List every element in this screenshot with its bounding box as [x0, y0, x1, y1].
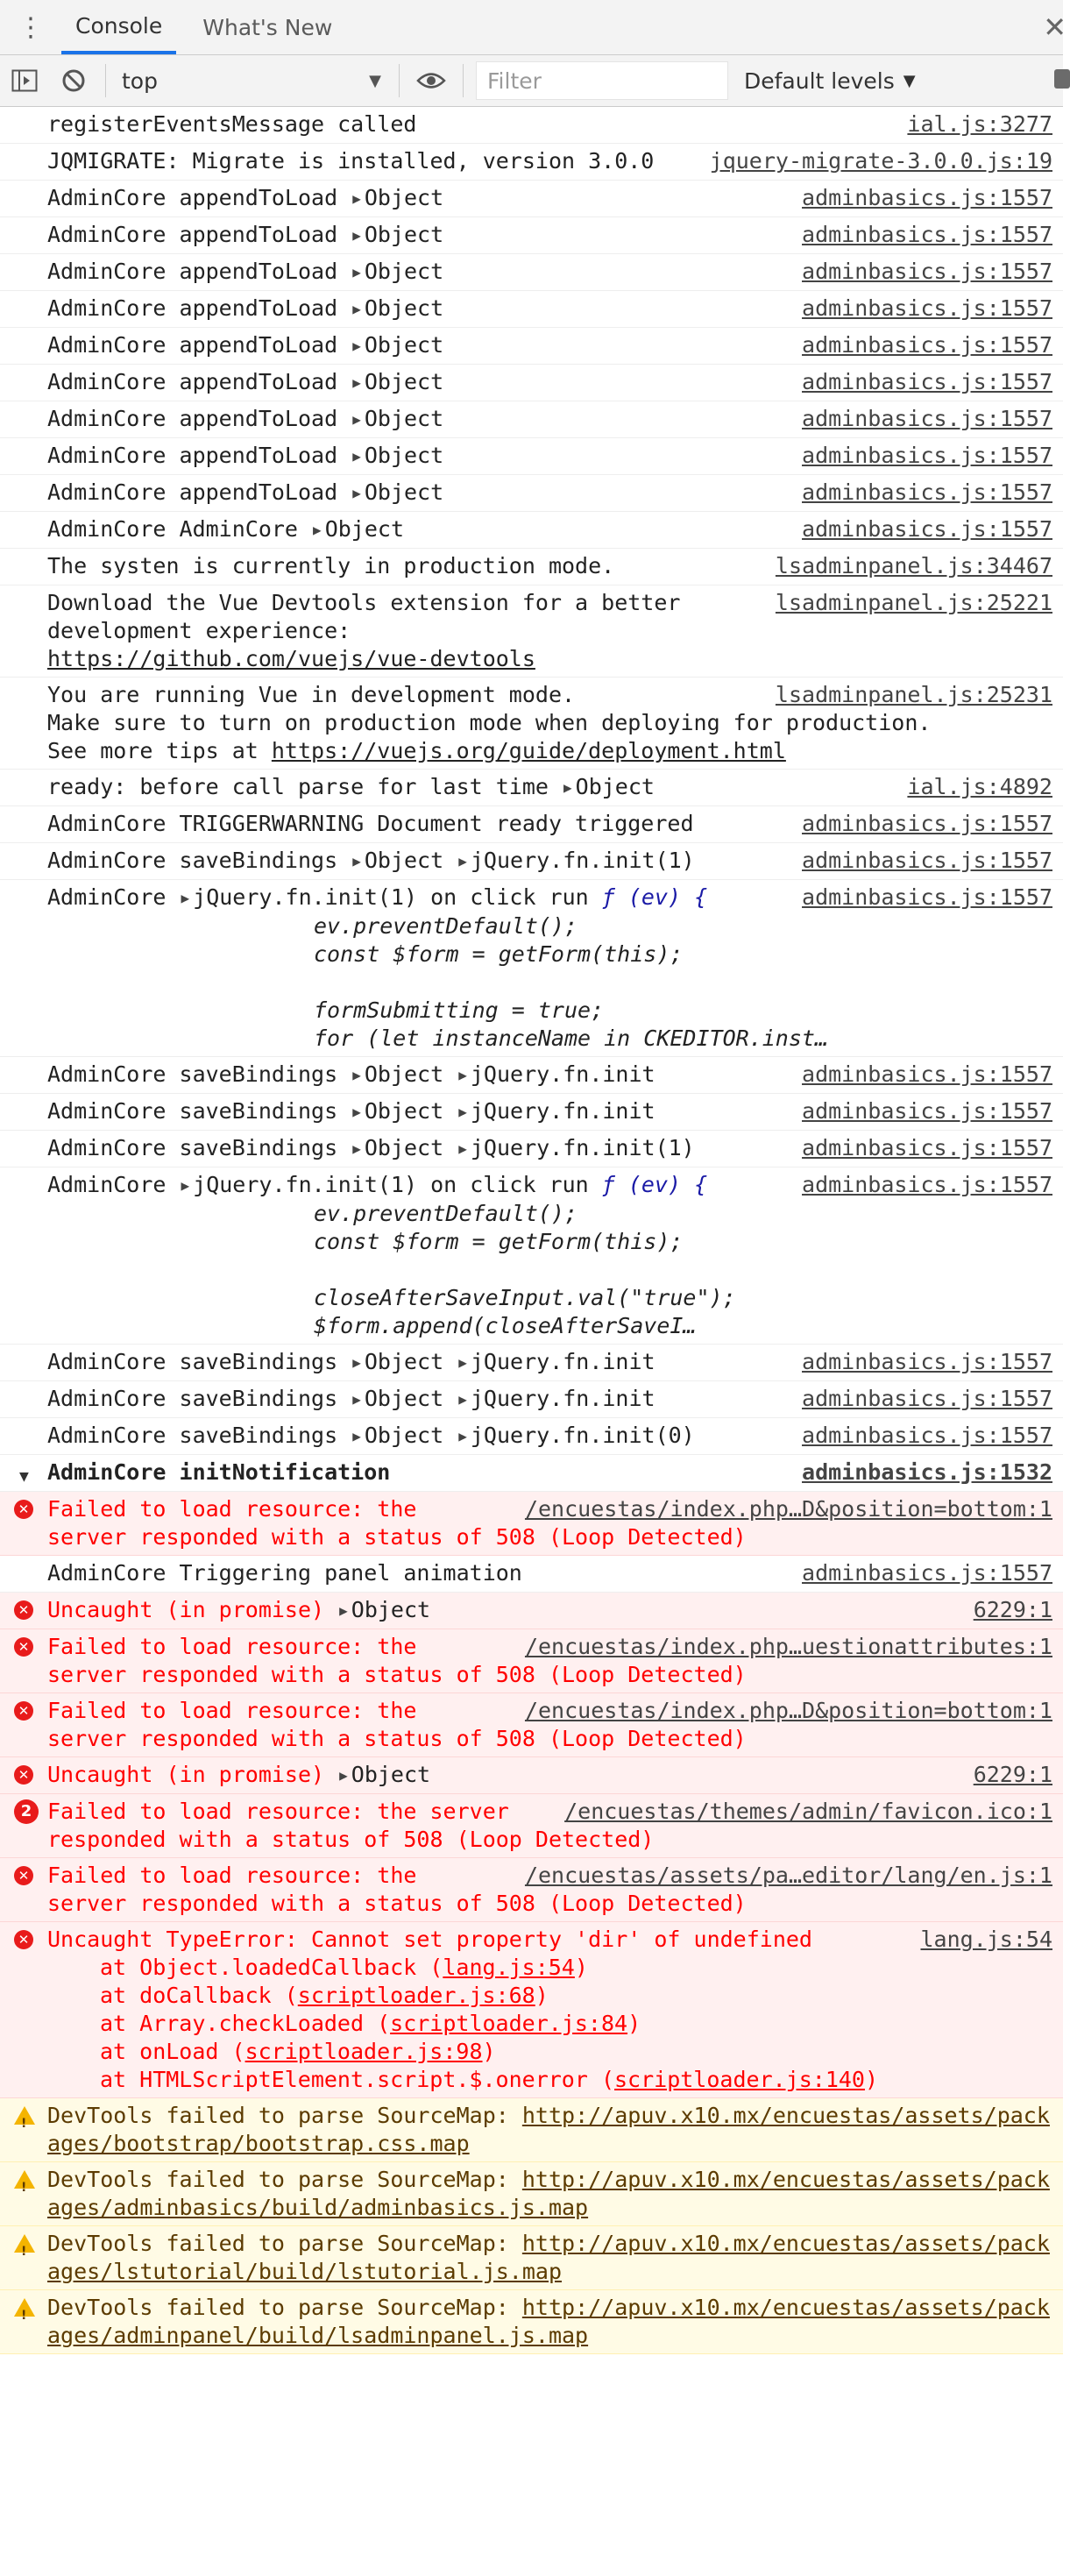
expandable-object[interactable] — [351, 1135, 443, 1160]
log-text: Failed to load resource: the server responded with a status of 508 (Loop Detected) — [47, 1634, 747, 1687]
log-row — [0, 217, 1063, 254]
error-icon: ✕ — [14, 1637, 33, 1657]
object-label: Object — [324, 516, 404, 542]
expand-arrow-icon[interactable]: ▶ — [458, 1103, 467, 1120]
source-link[interactable]: lsadminpanel.js:25231 — [775, 682, 1052, 707]
expandable-object[interactable] — [457, 1423, 695, 1448]
log-text: DevTools failed to parse SourceMap: — [47, 2295, 522, 2320]
log-row — [0, 2226, 1063, 2290]
log-row — [0, 1492, 1063, 1556]
log-row — [0, 770, 1063, 806]
log-group-header[interactable] — [0, 1455, 1063, 1492]
object-label: Object — [364, 1386, 444, 1411]
expand-arrow-icon[interactable]: ▶ — [458, 1391, 467, 1408]
source-link[interactable]: adminbasics.js:1557 — [802, 185, 1052, 210]
stack-link[interactable]: scriptloader.js:140 — [614, 2067, 865, 2092]
source-link[interactable]: adminbasics.js:1557 — [802, 259, 1052, 284]
log-row — [0, 1556, 1063, 1593]
divider — [105, 64, 106, 97]
object-label: Object — [351, 1762, 431, 1787]
function-signature: ƒ (ev) { — [601, 1172, 708, 1197]
log-row — [0, 1131, 1063, 1167]
log-text: AdminCore appendToLoad — [47, 406, 338, 431]
source-link[interactable]: adminbasics.js:1557 — [802, 811, 1052, 836]
log-message — [47, 443, 443, 468]
log-text: AdminCore appendToLoad — [47, 332, 338, 358]
object-label: Object — [575, 774, 655, 799]
log-text: AdminCore saveBindings — [47, 1349, 338, 1374]
expandable-object[interactable] — [351, 222, 443, 247]
log-message — [47, 516, 404, 542]
log-row — [0, 144, 1063, 181]
log-text: AdminCore — [47, 884, 180, 910]
log-message — [47, 2295, 1050, 2348]
message-link[interactable]: http://apuv.x10.mx/encuestas/assets/packages/bootstrap/bootstrap.css.map — [47, 2103, 1050, 2156]
log-message — [47, 590, 680, 671]
log-row — [0, 512, 1063, 549]
devtools-tabbar — [0, 0, 1066, 55]
source-link[interactable]: adminbasics.js:1532 — [802, 1459, 1052, 1485]
object-label: jQuery.fn.init — [470, 1386, 655, 1411]
log-text: Uncaught (in promise) — [47, 1762, 325, 1787]
expand-arrow-icon[interactable]: ▶ — [181, 1177, 190, 1194]
log-row — [0, 1922, 1063, 2098]
source-link[interactable]: /encuestas/index.php…D&position=bottom:1 — [524, 1496, 1052, 1522]
error-icon: ✕ — [14, 1701, 33, 1721]
log-text: Failed to load resource: the server responded with a status of 508 (Loop Detected) — [47, 1698, 747, 1751]
log-levels-label: Default levels — [744, 67, 895, 94]
object-label: jQuery.fn.init(1) — [470, 848, 695, 873]
tab-console[interactable]: Console — [61, 0, 176, 54]
expandable-object[interactable] — [457, 1349, 655, 1374]
log-row — [0, 1794, 1063, 1858]
log-message — [47, 259, 443, 284]
stack-frame — [47, 2038, 1052, 2066]
stack-text: at onLoad ( — [100, 2039, 245, 2064]
message-link[interactable]: http://apuv.x10.mx/encuestas/assets/packages/lstutorial/build/lstutorial.js.map — [47, 2231, 1050, 2284]
expandable-object[interactable] — [457, 1135, 695, 1160]
warning-mark: ! — [21, 2117, 27, 2131]
source-link[interactable]: /encuestas/assets/pa…editor/lang/en.js:1 — [524, 1863, 1052, 1888]
log-text: registerEventsMessage called — [47, 111, 417, 137]
log-text: Failed to load resource: the server responded with a status of 508 (Loop Detected) — [47, 1799, 655, 1852]
divider — [463, 64, 464, 97]
log-message — [47, 1927, 1052, 2094]
log-text: Uncaught TypeError: Cannot set property 'dir' of undefined — [47, 1927, 812, 1952]
stack-text: at Array.checkLoaded ( — [100, 2011, 391, 2036]
log-text: AdminCore appendToLoad — [47, 369, 338, 394]
source-link[interactable]: lsadminpanel.js:34467 — [775, 553, 1052, 578]
repeat-count-badge: 2 — [14, 1799, 39, 1824]
log-row — [0, 107, 1063, 144]
source-link[interactable]: adminbasics.js:1557 — [802, 1172, 1052, 1197]
object-label: Object — [364, 295, 444, 321]
expand-arrow-icon[interactable]: ▶ — [352, 1428, 361, 1444]
log-row — [0, 1858, 1063, 1922]
log-row — [0, 549, 1063, 585]
object-label: jQuery.fn.init — [470, 1061, 655, 1087]
object-label: jQuery.fn.init — [470, 1349, 655, 1374]
log-text: The systen is currently in production mode. — [47, 553, 615, 578]
log-row — [0, 1057, 1063, 1094]
stack-link[interactable]: scriptloader.js:68 — [297, 1983, 535, 2008]
log-row — [0, 1418, 1063, 1455]
source-link[interactable]: ial.js:3277 — [907, 111, 1052, 137]
object-label: jQuery.fn.init(0) — [470, 1423, 695, 1448]
expandable-object[interactable] — [457, 848, 695, 873]
source-link[interactable]: adminbasics.js:1557 — [802, 479, 1052, 505]
tab-whats-new[interactable]: What's New — [202, 14, 333, 40]
log-message — [47, 1762, 430, 1787]
source-link[interactable]: adminbasics.js:1557 — [802, 1135, 1052, 1160]
object-label: Object — [364, 443, 444, 468]
log-message — [47, 848, 695, 873]
expand-arrow-icon[interactable]: ▶ — [339, 1767, 348, 1784]
stack-text: ) — [864, 2067, 879, 2092]
eye-icon[interactable] — [407, 55, 456, 106]
expand-arrow-icon[interactable]: ▶ — [352, 374, 361, 391]
expand-arrow-icon[interactable]: ▶ — [339, 1602, 348, 1619]
expand-arrow-icon[interactable]: ▶ — [352, 1067, 361, 1083]
error-icon: ✕ — [14, 1765, 33, 1785]
object-label: Object — [364, 222, 444, 247]
expand-arrow-icon[interactable]: ▶ — [352, 337, 361, 354]
log-text: AdminCore — [47, 1172, 180, 1197]
chevron-down-icon: ▼ — [903, 71, 916, 90]
object-label: Object — [364, 185, 444, 210]
source-link[interactable]: adminbasics.js:1557 — [802, 516, 1052, 542]
log-row — [0, 843, 1063, 880]
log-text: You are running Vue in development mode. Make sure to turn on production mode when deploying for production. See more tips at — [47, 682, 932, 763]
stack-frame — [47, 2066, 1052, 2094]
expand-arrow-icon[interactable]: ▶ — [181, 890, 190, 906]
log-text: AdminCore appendToLoad — [47, 259, 338, 284]
log-row — [0, 2098, 1063, 2162]
expand-arrow-icon[interactable]: ▶ — [563, 779, 572, 796]
expandable-object[interactable] — [351, 479, 443, 505]
expandable-object[interactable] — [337, 1597, 430, 1622]
log-message — [47, 332, 443, 358]
expand-arrow-icon[interactable]: ▶ — [458, 853, 467, 869]
log-message — [47, 222, 443, 247]
stack-text: at HTMLScriptElement.script.$.onerror ( — [100, 2067, 614, 2092]
log-text: Failed to load resource: the server responded with a status of 508 (Loop Detected) — [47, 1863, 747, 1916]
function-body: ev.preventDefault(); const $form = getForm(this); closeAfterSaveInput.val("true"); $form.append(closeAfterSaveI… — [314, 1201, 736, 1338]
expand-arrow-icon[interactable]: ▶ — [352, 227, 361, 244]
expandable-object[interactable] — [337, 1762, 430, 1787]
warning-mark: ! — [21, 2245, 27, 2259]
log-message — [47, 1597, 430, 1622]
log-text: AdminCore saveBindings — [47, 1061, 338, 1087]
source-link[interactable]: /encuestas/index.php…uestionattributes:1 — [524, 1634, 1052, 1659]
object-label: Object — [364, 848, 444, 873]
stack-frame — [47, 1982, 1052, 2010]
stack-link[interactable]: scriptloader.js:84 — [390, 2011, 628, 2036]
message-link[interactable]: http://apuv.x10.mx/encuestas/assets/packages/adminpanel/build/lsadminpanel.js.map — [47, 2295, 1050, 2348]
clear-console-icon[interactable] — [49, 55, 98, 106]
stack-text: ) — [535, 1983, 549, 2008]
source-link[interactable]: adminbasics.js:1557 — [802, 1386, 1052, 1411]
log-row — [0, 806, 1063, 843]
log-message — [47, 148, 654, 174]
object-label: Object — [364, 259, 444, 284]
object-label: Object — [364, 479, 444, 505]
expand-arrow-icon[interactable]: ▶ — [352, 411, 361, 428]
source-link[interactable]: adminbasics.js:1557 — [802, 369, 1052, 394]
object-label: Object — [364, 1098, 444, 1124]
log-row — [0, 678, 1063, 770]
object-label: Object — [364, 369, 444, 394]
message-link[interactable]: https://github.com/vuejs/vue-devtools — [47, 646, 535, 671]
expandable-object[interactable] — [351, 1423, 443, 1448]
expand-arrow-icon[interactable]: ▶ — [352, 1140, 361, 1157]
warning-mark: ! — [21, 2309, 27, 2323]
log-message — [47, 479, 443, 505]
object-label: Object — [364, 406, 444, 431]
expandable-object[interactable] — [351, 1098, 443, 1124]
error-icon: ✕ — [14, 1930, 33, 1949]
expand-arrow-icon[interactable]: ▶ — [458, 1354, 467, 1371]
log-text: JQMIGRATE: Migrate is installed, version 3.0.0 — [47, 148, 655, 174]
stack-frame — [47, 2010, 1052, 2038]
context-value: top — [122, 67, 158, 94]
stack-text: at Object.loadedCallback ( — [100, 1955, 443, 1980]
expandable-object[interactable] — [351, 369, 443, 394]
log-row — [0, 880, 1063, 1057]
log-message — [47, 553, 614, 578]
expand-arrow-icon[interactable]: ▶ — [352, 853, 361, 869]
source-link[interactable]: 6229:1 — [973, 1762, 1052, 1787]
log-row — [0, 1757, 1063, 1794]
expandable-object[interactable] — [351, 848, 443, 873]
log-row — [0, 438, 1063, 475]
log-message — [47, 811, 694, 836]
log-row — [0, 2162, 1063, 2226]
expand-arrow-icon[interactable]: ▶ — [352, 1354, 361, 1371]
expandable-object[interactable] — [351, 259, 443, 284]
function-body: ev.preventDefault(); const $form = getForm(this); formSubmitting = true; for (let instanceName in CKEDITOR.inst… — [314, 913, 828, 1051]
log-message — [47, 295, 443, 321]
collapse-arrow-icon[interactable]: ▼ — [19, 1467, 29, 1486]
error-icon: ✕ — [14, 1600, 33, 1620]
source-link[interactable]: ial.js:4892 — [907, 774, 1052, 799]
console-toolbar — [0, 55, 1063, 107]
log-row — [0, 1381, 1063, 1418]
error-icon: ✕ — [14, 1500, 33, 1519]
log-message — [47, 1799, 654, 1852]
source-link[interactable]: adminbasics.js:1557 — [802, 295, 1052, 321]
log-text: AdminCore saveBindings — [47, 1423, 338, 1448]
log-text: AdminCore Triggering panel animation — [47, 1560, 522, 1586]
log-row — [0, 475, 1063, 512]
expand-arrow-icon[interactable]: ▶ — [352, 1391, 361, 1408]
log-text: AdminCore appendToLoad — [47, 479, 338, 505]
function-signature: ƒ (ev) { — [601, 884, 708, 910]
divider — [399, 64, 400, 97]
log-text: AdminCore TRIGGERWARNING Document ready triggered — [47, 811, 694, 836]
settings-gear-icon[interactable] — [1054, 69, 1070, 89]
log-message — [47, 1560, 522, 1586]
object-label: jQuery.fn.init(1) — [470, 1135, 695, 1160]
object-label: jQuery.fn.init(1) on click run — [193, 1172, 602, 1197]
stack-link[interactable]: scriptloader.js:98 — [244, 2039, 483, 2064]
expandable-object[interactable] — [457, 1098, 655, 1124]
log-text: DevTools failed to parse SourceMap: — [47, 2231, 522, 2256]
log-row — [0, 254, 1063, 291]
expandable-object[interactable] — [351, 443, 443, 468]
source-link[interactable]: adminbasics.js:1557 — [802, 1098, 1052, 1124]
log-row — [0, 1693, 1063, 1757]
source-link[interactable]: adminbasics.js:1557 — [802, 1560, 1052, 1586]
log-text: DevTools failed to parse SourceMap: — [47, 2167, 522, 2192]
log-text: AdminCore saveBindings — [47, 1135, 338, 1160]
stack-frame — [47, 1954, 1052, 1982]
expandable-object[interactable] — [457, 1386, 655, 1411]
expand-arrow-icon[interactable]: ▶ — [352, 301, 361, 317]
log-text: ready: before call parse for last time — [47, 774, 549, 799]
expand-arrow-icon[interactable]: ▶ — [352, 448, 361, 465]
log-row — [0, 401, 1063, 438]
expandable-object[interactable] — [562, 774, 655, 799]
log-message — [47, 369, 443, 394]
stack-text: ) — [627, 2011, 641, 2036]
log-message — [47, 1061, 655, 1087]
log-text: AdminCore appendToLoad — [47, 443, 338, 468]
chevron-down-icon: ▼ — [369, 71, 381, 90]
expand-arrow-icon[interactable]: ▶ — [313, 522, 322, 538]
expand-arrow-icon[interactable]: ▶ — [458, 1067, 467, 1083]
more-options-icon[interactable]: ⋮ — [18, 11, 44, 43]
log-message — [47, 1135, 695, 1160]
log-message — [47, 1386, 655, 1411]
log-text: DevTools failed to parse SourceMap: — [47, 2103, 522, 2128]
log-text: AdminCore appendToLoad — [47, 295, 338, 321]
close-icon[interactable]: ✕ — [1043, 11, 1066, 44]
source-link[interactable]: adminbasics.js:1557 — [802, 848, 1052, 873]
warning-mark: ! — [21, 2181, 27, 2195]
log-row — [0, 1629, 1063, 1693]
source-link[interactable]: adminbasics.js:1557 — [802, 1423, 1052, 1448]
source-link[interactable]: adminbasics.js:1557 — [802, 406, 1052, 431]
expand-arrow-icon[interactable]: ▶ — [458, 1140, 467, 1157]
log-message — [47, 2103, 1050, 2156]
log-row — [0, 1167, 1063, 1345]
source-link[interactable]: adminbasics.js:1557 — [802, 222, 1052, 247]
expand-arrow-icon[interactable]: ▶ — [352, 1103, 361, 1120]
log-message: AdminCore initNotification — [47, 1459, 391, 1485]
log-levels-dropdown[interactable] — [744, 68, 916, 94]
log-message — [47, 2231, 1050, 2284]
object-label: Object — [364, 1349, 444, 1374]
expand-arrow-icon[interactable]: ▶ — [352, 264, 361, 280]
log-message — [47, 1098, 655, 1124]
expand-arrow-icon[interactable]: ▶ — [458, 1428, 467, 1444]
stack-text: ) — [574, 1955, 588, 1980]
expand-arrow-icon[interactable]: ▶ — [352, 485, 361, 501]
source-link[interactable]: adminbasics.js:1557 — [802, 443, 1052, 468]
source-link[interactable]: adminbasics.js:1557 — [802, 332, 1052, 358]
log-row — [0, 328, 1063, 365]
log-text: AdminCore AdminCore — [47, 516, 298, 542]
log-row — [0, 1094, 1063, 1131]
log-row — [0, 1593, 1063, 1629]
context-select[interactable] — [113, 68, 392, 94]
log-row — [0, 291, 1063, 328]
message-link[interactable]: https://vuejs.org/guide/deployment.html — [271, 738, 786, 763]
expandable-object[interactable] — [351, 295, 443, 321]
sidebar-toggle-icon[interactable] — [0, 55, 49, 106]
expandable-object[interactable] — [351, 332, 443, 358]
expandable-object[interactable] — [311, 516, 404, 542]
log-message — [47, 111, 416, 137]
log-message — [47, 774, 655, 799]
object-label: Object — [364, 1423, 444, 1448]
log-message — [47, 406, 443, 431]
source-link[interactable]: adminbasics.js:1557 — [802, 1349, 1052, 1374]
log-text: AdminCore appendToLoad — [47, 222, 338, 247]
expandable-object[interactable] — [351, 406, 443, 431]
source-link[interactable]: adminbasics.js:1557 — [802, 1061, 1052, 1087]
log-text: Failed to load resource: the server responded with a status of 508 (Loop Detected) — [47, 1496, 747, 1550]
console-log — [0, 107, 1063, 2354]
log-row — [0, 2290, 1063, 2354]
source-link[interactable]: /encuestas/themes/admin/favicon.ico:1 — [564, 1799, 1052, 1824]
log-message — [47, 185, 443, 210]
source-link[interactable]: lsadminpanel.js:25221 — [775, 590, 1052, 615]
log-row — [0, 1345, 1063, 1381]
expandable-object[interactable] — [351, 1349, 443, 1374]
object-label: Object — [364, 1135, 444, 1160]
source-link[interactable]: adminbasics.js:1557 — [802, 884, 1052, 910]
object-label: Object — [364, 332, 444, 358]
stack-link[interactable]: lang.js:54 — [443, 1955, 575, 1980]
log-row — [0, 181, 1063, 217]
object-label: jQuery.fn.init — [470, 1098, 655, 1124]
object-label: Object — [351, 1597, 431, 1622]
expandable-object[interactable] — [457, 1061, 655, 1087]
expand-arrow-icon[interactable]: ▶ — [352, 190, 361, 207]
source-link[interactable]: jquery-migrate-3.0.0.js:19 — [709, 148, 1052, 174]
object-label: Object — [364, 1061, 444, 1087]
stack-text: ) — [482, 2039, 496, 2064]
log-message — [47, 1349, 655, 1374]
log-text: Download the Vue Devtools extension for a better development experience: — [47, 590, 681, 643]
log-text: Uncaught (in promise) — [47, 1597, 325, 1622]
log-text: AdminCore saveBindings — [47, 1386, 338, 1411]
object-label: jQuery.fn.init(1) on click run — [193, 884, 602, 910]
error-icon: ✕ — [14, 1866, 33, 1885]
expandable-object[interactable] — [351, 1386, 443, 1411]
log-message — [47, 2167, 1050, 2220]
source-link[interactable]: lang.js:54 — [920, 1927, 1052, 1952]
log-row — [0, 585, 1063, 678]
expandable-object[interactable] — [351, 1061, 443, 1087]
source-link[interactable]: 6229:1 — [973, 1597, 1052, 1622]
log-text: AdminCore saveBindings — [47, 1098, 338, 1124]
stack-text: at doCallback ( — [100, 1983, 298, 2008]
log-text: AdminCore saveBindings — [47, 848, 338, 873]
source-link[interactable]: /encuestas/index.php…D&position=bottom:1 — [524, 1698, 1052, 1723]
filter-input[interactable] — [476, 61, 728, 100]
log-row — [0, 365, 1063, 401]
log-message — [47, 1423, 695, 1448]
expandable-object[interactable] — [351, 185, 443, 210]
message-link[interactable]: http://apuv.x10.mx/encuestas/assets/packages/adminbasics/build/adminbasics.js.map — [47, 2167, 1050, 2220]
log-text: AdminCore appendToLoad — [47, 185, 338, 210]
